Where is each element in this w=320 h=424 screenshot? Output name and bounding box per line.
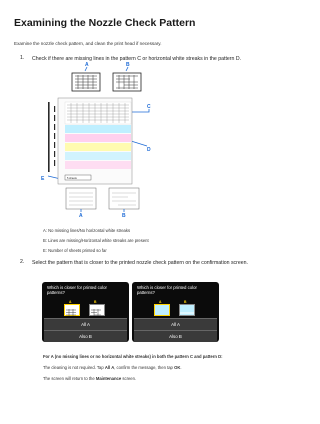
pattern-label-b: B — [94, 300, 97, 304]
pattern-b-option[interactable] — [89, 304, 105, 316]
step-number: 2. — [20, 259, 25, 265]
text-part: , confirm the message, then tap — [114, 365, 175, 370]
label-b: B — [126, 62, 130, 68]
nozzle-check-illustration — [40, 62, 170, 222]
instruction-line-2 — [43, 376, 136, 381]
confirmation-screen-right — [132, 282, 219, 342]
pattern-b-sample — [113, 73, 141, 91]
note-b: B: Lines are missing/Horizontal white streaks are present — [43, 238, 149, 243]
text-part: The cleaning is not required. Tap — [43, 365, 105, 370]
screen-question: Which is closer for printed color patterns? — [47, 285, 107, 296]
note-e: E: Number of sheets printed so far — [43, 248, 107, 253]
pattern-b-option[interactable] — [179, 304, 195, 316]
label-a-result: A — [79, 213, 83, 219]
section-heading-a: For A (no missing lines or no horizontal white streaks) in both the pattern C and pattern D: — [43, 354, 223, 359]
text-part: The screen will return to the — [43, 376, 96, 381]
maintenance-ref: Maintenance — [95, 376, 122, 381]
step-text: Select the pattern that is closer to the printed nozzle check pattern on the confirmation screen. — [32, 260, 248, 266]
text-part: screen. — [121, 376, 137, 381]
note-a: A: No missing lines/No horizontal white streaks — [43, 228, 131, 233]
step-number: 1. — [20, 55, 25, 61]
pattern-b-thumb-icon — [90, 308, 104, 318]
leader-d — [131, 141, 147, 146]
label-c: C — [147, 104, 151, 110]
pattern-d — [65, 125, 131, 169]
pattern-label-a: A — [159, 300, 162, 304]
pattern-c — [65, 102, 131, 124]
sheet-count-text: 5 sheets — [67, 176, 77, 180]
label-b-result: B — [122, 213, 126, 219]
streak-thumb-icon — [180, 308, 194, 318]
label-e: E — [41, 176, 45, 182]
label-a: A — [85, 62, 89, 68]
also-b-button[interactable]: Also B — [134, 330, 217, 342]
step-text: Check if there are missing lines in the pattern C or horizontal white streaks in the pattern D. — [32, 56, 242, 62]
pattern-a-sample — [72, 73, 100, 91]
confirmation-screen-left — [42, 282, 129, 342]
pattern-label-a: A — [69, 300, 72, 304]
page-title: Examining the Nozzle Check Pattern — [14, 17, 196, 29]
pattern-a-option[interactable] — [154, 304, 170, 316]
pattern-a-thumb-icon — [65, 308, 79, 318]
pattern-label-b: B — [184, 300, 187, 304]
result-sheet-a — [66, 188, 96, 209]
text-part: . — [180, 365, 182, 370]
printed-sheet — [48, 98, 132, 184]
label-d: D — [147, 147, 151, 153]
result-sheet-b — [109, 188, 139, 209]
pattern-a-option[interactable] — [64, 304, 80, 316]
also-b-button[interactable]: Also B — [44, 330, 127, 342]
screen-question: Which is closer for printed color patterns? — [137, 285, 197, 296]
all-a-button[interactable]: All A — [134, 318, 217, 330]
intro-text: Examine the nozzle check pattern, and clean the print head if necessary. — [14, 41, 162, 46]
all-a-button[interactable]: All A — [44, 318, 127, 330]
ok-ref: OK — [174, 365, 181, 370]
instruction-line-1 — [43, 365, 182, 370]
all-a-ref: All A — [104, 365, 115, 370]
